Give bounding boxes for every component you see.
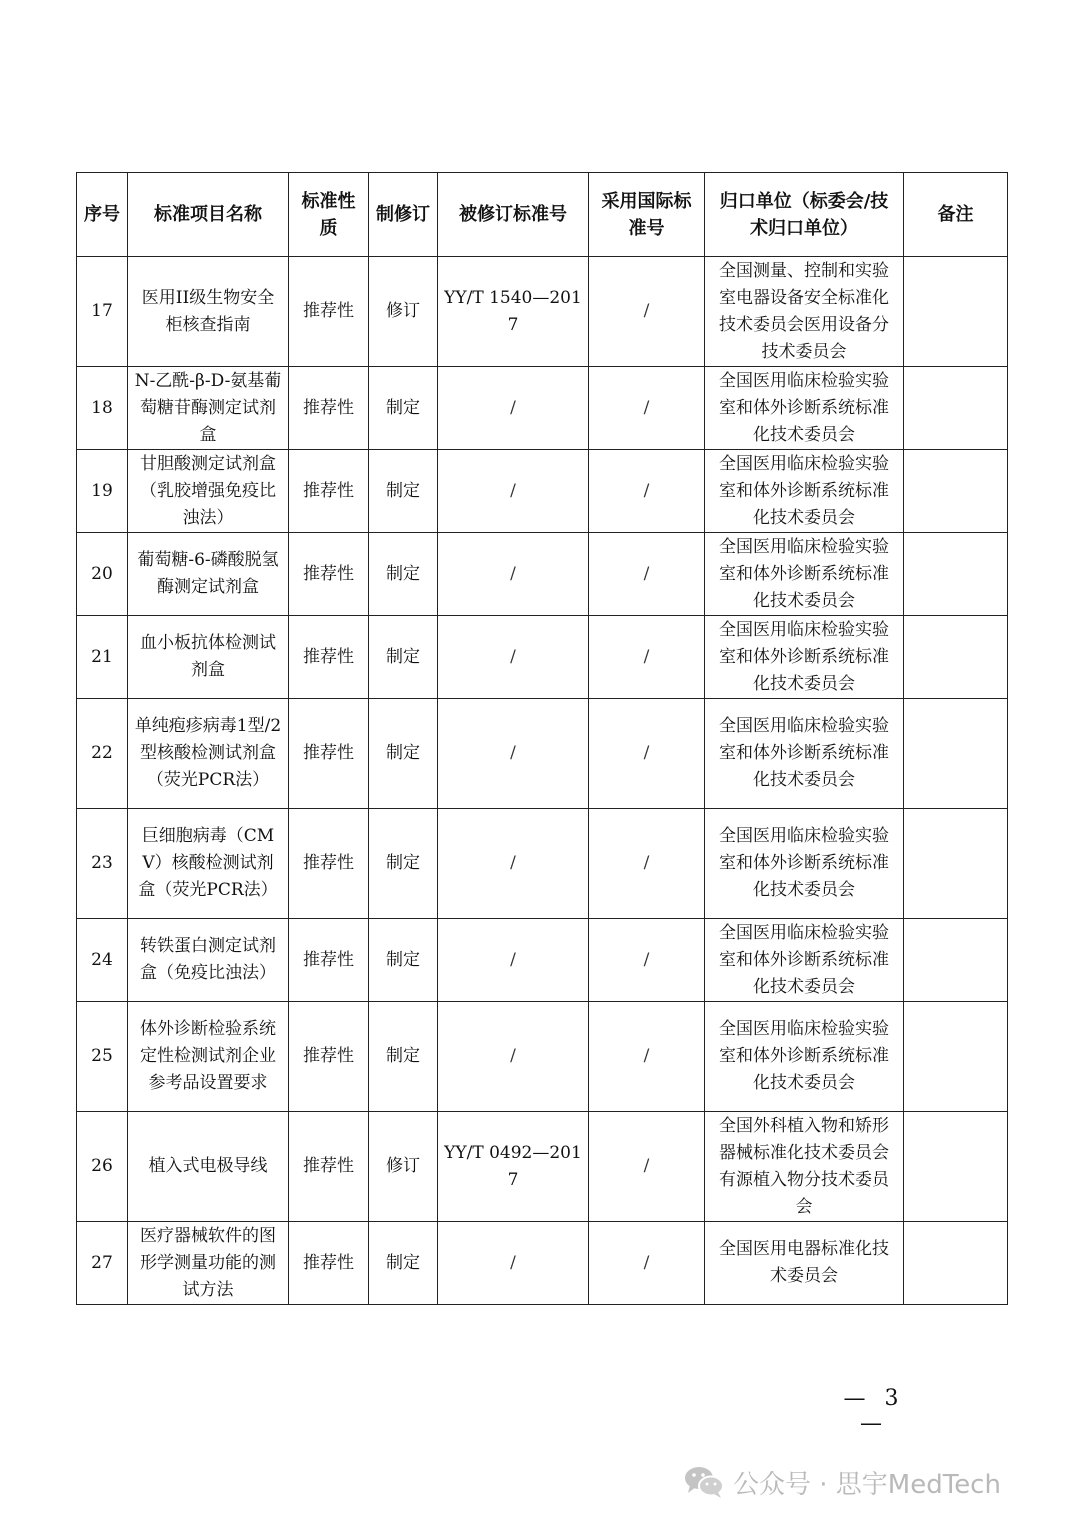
cell-revised-std: / xyxy=(438,533,589,616)
table-row xyxy=(77,257,1008,367)
cell-remark xyxy=(904,699,1008,809)
cell-nature: 推荐性 xyxy=(289,809,369,919)
cell-unit: 全国医用临床检验实验室和体外诊断系统标准化技术委员会 xyxy=(705,699,904,809)
cell-unit: 全国医用临床检验实验室和体外诊断系统标准化技术委员会 xyxy=(705,809,904,919)
cell-remark xyxy=(904,1002,1008,1112)
cell-nature: 推荐性 xyxy=(289,1002,369,1112)
cell-name: 巨细胞病毒（CMV）核酸检测试剂盒（荧光PCR法） xyxy=(128,809,289,919)
cell-revised-std: / xyxy=(438,616,589,699)
cell-unit: 全国医用临床检验实验室和体外诊断系统标准化技术委员会 xyxy=(705,616,904,699)
cell-seq: 21 xyxy=(77,616,128,699)
header-seq: 序号 xyxy=(77,173,128,257)
cell-seq: 25 xyxy=(77,1002,128,1112)
header-revision: 制修订 xyxy=(369,173,438,257)
cell-remark xyxy=(904,616,1008,699)
cell-remark xyxy=(904,919,1008,1002)
cell-seq: 18 xyxy=(77,367,128,450)
cell-nature: 推荐性 xyxy=(289,257,369,367)
cell-revision: 制定 xyxy=(369,533,438,616)
cell-intl-std: / xyxy=(589,533,705,616)
cell-intl-std: / xyxy=(589,1222,705,1305)
standards-table xyxy=(76,172,1008,1305)
cell-name: 体外诊断检验系统 定性检测试剂企业参考品设置要求 xyxy=(128,1002,289,1112)
header-intl-std: 采用国际标准号 xyxy=(589,173,705,257)
cell-seq: 20 xyxy=(77,533,128,616)
cell-name: 转铁蛋白测定试剂盒（免疫比浊法） xyxy=(128,919,289,1002)
cell-intl-std: / xyxy=(589,1112,705,1222)
cell-revised-std: / xyxy=(438,367,589,450)
cell-name: N-乙酰-β-D-氨基葡萄糖苷酶测定试剂盒 xyxy=(128,367,289,450)
cell-revised-std: / xyxy=(438,919,589,1002)
cell-unit: 全国测量、控制和实验室电器设备安全标准化技术委员会医用设备分技术委员会 xyxy=(705,257,904,367)
header-nature: 标准性质 xyxy=(289,173,369,257)
cell-remark xyxy=(904,367,1008,450)
cell-revision: 制定 xyxy=(369,699,438,809)
cell-nature: 推荐性 xyxy=(289,919,369,1002)
cell-unit: 全国医用临床检验实验室和体外诊断系统标准化技术委员会 xyxy=(705,1002,904,1112)
cell-intl-std: / xyxy=(589,257,705,367)
table-row xyxy=(77,450,1008,533)
table-header-row xyxy=(77,173,1008,257)
cell-seq: 19 xyxy=(77,450,128,533)
cell-unit: 全国外科植入物和矫形器械标准化技术委员会有源植入物分技术委员会 xyxy=(705,1112,904,1222)
table-row xyxy=(77,1002,1008,1112)
table-row xyxy=(77,1112,1008,1222)
cell-revision: 制定 xyxy=(369,919,438,1002)
cell-remark xyxy=(904,809,1008,919)
cell-nature: 推荐性 xyxy=(289,450,369,533)
cell-intl-std: / xyxy=(589,1002,705,1112)
cell-remark xyxy=(904,533,1008,616)
cell-seq: 26 xyxy=(77,1112,128,1222)
cell-name: 甘胆酸测定试剂盒（乳胶增强免疫比浊法） xyxy=(128,450,289,533)
table-row xyxy=(77,367,1008,450)
cell-revision: 制定 xyxy=(369,367,438,450)
cell-revised-std: YY/T 1540—2017 xyxy=(438,257,589,367)
cell-name: 葡萄糖-6-磷酸脱氢酶测定试剂盒 xyxy=(128,533,289,616)
cell-intl-std: / xyxy=(589,699,705,809)
cell-seq: 17 xyxy=(77,257,128,367)
cell-revision: 修订 xyxy=(369,257,438,367)
cell-nature: 推荐性 xyxy=(289,533,369,616)
cell-nature: 推荐性 xyxy=(289,616,369,699)
header-name: 标准项目名称 xyxy=(128,173,289,257)
cell-revised-std: / xyxy=(438,809,589,919)
cell-seq: 24 xyxy=(77,919,128,1002)
cell-name: 植入式电极导线 xyxy=(128,1112,289,1222)
header-unit: 归口单位（标委会/技术归口单位） xyxy=(705,173,904,257)
watermark xyxy=(683,1462,1001,1502)
cell-nature: 推荐性 xyxy=(289,367,369,450)
watermark-text: 公众号 · 思宇MedTech xyxy=(733,1469,1001,1500)
cell-revision: 制定 xyxy=(369,450,438,533)
table-row xyxy=(77,809,1008,919)
cell-revised-std: YY/T 0492—2017 xyxy=(438,1112,589,1222)
cell-remark xyxy=(904,1222,1008,1305)
cell-remark xyxy=(904,1112,1008,1222)
header-remark: 备注 xyxy=(904,173,1008,257)
table-row xyxy=(77,919,1008,1002)
cell-name: 医用II级生物安全柜核查指南 xyxy=(128,257,289,367)
cell-unit: 全国医用临床检验实验室和体外诊断系统标准化技术委员会 xyxy=(705,450,904,533)
cell-intl-std: / xyxy=(589,450,705,533)
cell-nature: 推荐性 xyxy=(289,699,369,809)
cell-seq: 22 xyxy=(77,699,128,809)
cell-remark xyxy=(904,257,1008,367)
cell-nature: 推荐性 xyxy=(289,1222,369,1305)
cell-revision: 制定 xyxy=(369,809,438,919)
page-number: — 3 — xyxy=(843,1386,905,1436)
cell-unit: 全国医用临床检验实验室和体外诊断系统标准化技术委员会 xyxy=(705,367,904,450)
cell-revised-std: / xyxy=(438,1222,589,1305)
cell-unit: 全国医用临床检验实验室和体外诊断系统标准化技术委员会 xyxy=(705,533,904,616)
cell-seq: 27 xyxy=(77,1222,128,1305)
cell-intl-std: / xyxy=(589,809,705,919)
cell-intl-std: / xyxy=(589,616,705,699)
table-row xyxy=(77,616,1008,699)
table-row xyxy=(77,699,1008,809)
cell-revision: 制定 xyxy=(369,616,438,699)
cell-revision: 制定 xyxy=(369,1222,438,1305)
table-row xyxy=(77,1222,1008,1305)
wechat-icon xyxy=(683,1465,725,1499)
cell-revision: 制定 xyxy=(369,1002,438,1112)
table-row xyxy=(77,533,1008,616)
cell-revised-std: / xyxy=(438,450,589,533)
cell-intl-std: / xyxy=(589,919,705,1002)
cell-seq: 23 xyxy=(77,809,128,919)
cell-name: 血小板抗体检测试剂盒 xyxy=(128,616,289,699)
cell-intl-std: / xyxy=(589,367,705,450)
cell-nature: 推荐性 xyxy=(289,1112,369,1222)
cell-remark xyxy=(904,450,1008,533)
cell-revision: 修订 xyxy=(369,1112,438,1222)
cell-name: 医疗器械软件的图形学测量功能的测试方法 xyxy=(128,1222,289,1305)
cell-revised-std: / xyxy=(438,699,589,809)
cell-unit: 全国医用电器标准化技术委员会 xyxy=(705,1222,904,1305)
header-revised-std: 被修订标准号 xyxy=(438,173,589,257)
cell-revised-std: / xyxy=(438,1002,589,1112)
cell-name: 单纯疱疹病毒1型/2型核酸检测试剂盒（荧光PCR法） xyxy=(128,699,289,809)
cell-unit: 全国医用临床检验实验室和体外诊断系统标准化技术委员会 xyxy=(705,919,904,1002)
